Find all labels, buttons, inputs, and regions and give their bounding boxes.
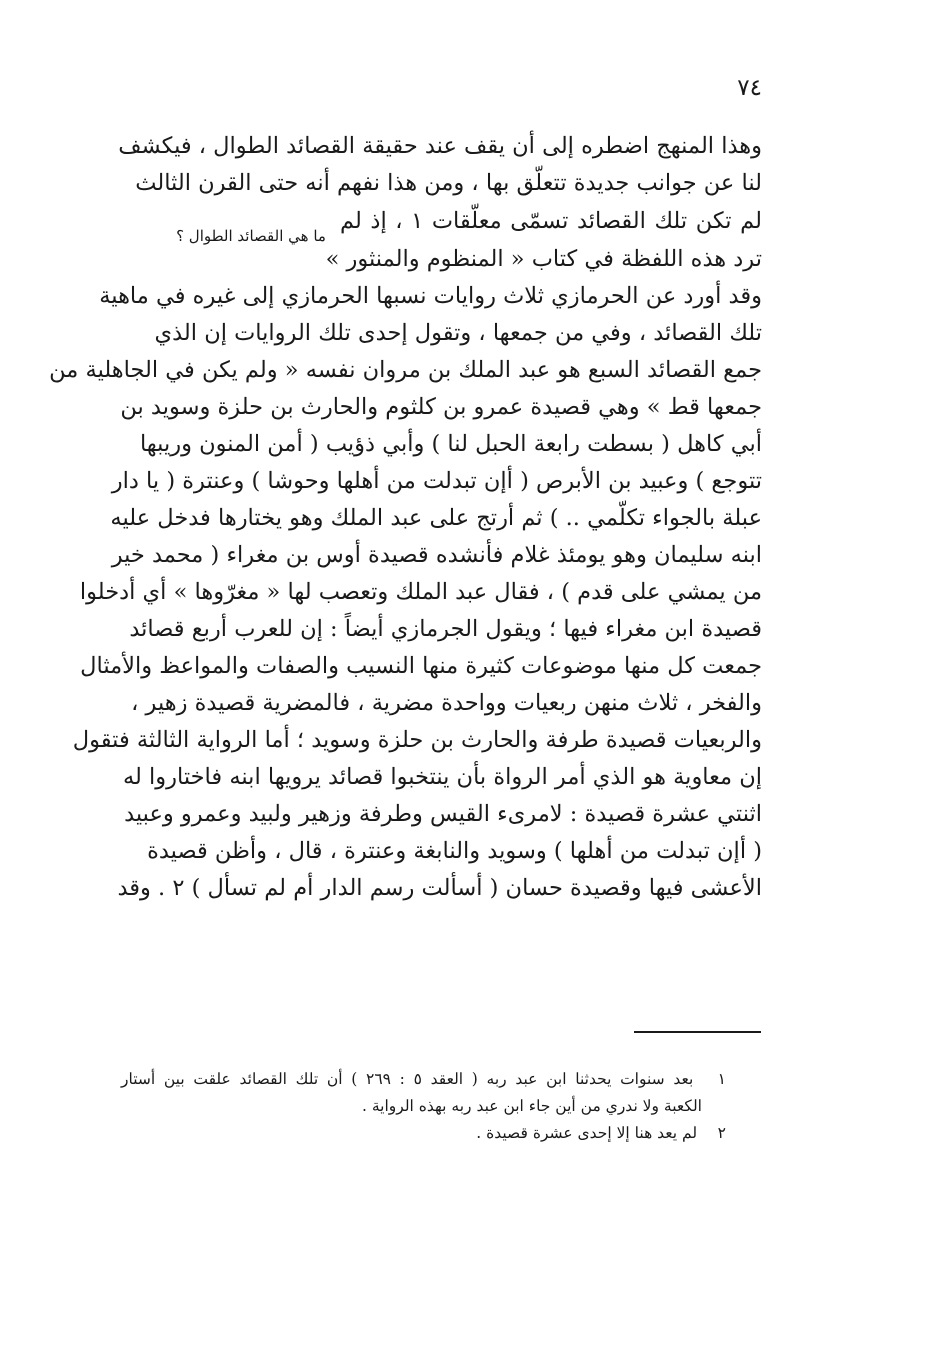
footnote-1-continuation: الكعبة ولا ندري من أين جاء ابن عبد ربه بهذه الرواية . — [362, 1097, 702, 1115]
text-line: والفخر ، ثلاث منهن ربعيات وواحدة مضرية ، فالمضرية قصيدة زهير ، — [131, 690, 762, 716]
text-line: وقد أورد عن الحرمازي ثلاث روايات نسبها الحرمازي إلى غيره في ماهية — [99, 283, 762, 309]
text-line: وهذا المنهج اضطره إلى أن يقف عند حقيقة القصائد الطوال ، فيكشف — [118, 133, 762, 159]
wrapped-lines — [325, 202, 762, 278]
footnotes — [121, 1066, 726, 1147]
text-line: جمع القصائد السبع هو عبد الملك بن مروان نفسه « ولم يكن في الجاهلية من — [49, 357, 762, 383]
text-line: قصيدة ابن مغراء فيها ؛ ويقول الجرمازي أيضاً : إن للعرب أربع قصائد — [129, 616, 762, 642]
footnote-text: بعد سنوات يحدثنا ابن عبد ربه ( العقد ٥ : ٢٦٩ ) أن تلك القصائد علقت بين أستار — [121, 1070, 694, 1088]
footnote-separator — [634, 1031, 761, 1033]
text-line: من يمشي على قدم ) ، فقال عبد الملك وتعصب لها « مغرّوها » أي أدخلوا — [79, 579, 762, 605]
footnote-number: ٢ — [717, 1124, 726, 1142]
text-line: لم تكن تلك القصائد تسمّى معلّقات ١ ، إذ لم — [340, 208, 762, 234]
page-number: ٧٤ — [737, 75, 762, 101]
text-line: ( أإن تبدلت من أهلها ) وسويد والنابغة وعنترة ، قال ، وأظن قصيدة — [147, 838, 762, 864]
text-line: جمعت كل منها موضوعات كثيرة منها النسيب والصفات والمواعظ والأمثال — [80, 653, 762, 679]
footnote-number: ١ — [717, 1070, 726, 1088]
text-line: ابنه سليمان وهو يومئذ غلام فأنشده قصيدة أوس بن مغراء ( محمد خير — [111, 542, 762, 568]
text-line: ترد هذه اللفظة في كتاب « المنظوم والمنثور » — [325, 246, 762, 272]
text-line: جمعها قط » وهي قصيدة عمرو بن كلثوم والحارث بن حلزة وسويد بن — [120, 394, 762, 420]
text-line: لنا عن جوانب جديدة تتعلّق بها ، ومن هذا نفهم أنه حتى القرن الثالث — [135, 170, 762, 196]
footnote-1 — [121, 1066, 726, 1093]
main-text — [49, 128, 762, 907]
text-line: أبي كاهل ( بسطت رابعة الحبل لنا ) وأبي ذؤيب ( أمن المنون وريبها — [139, 431, 762, 457]
text-line: تتوجع ) وعبيد بن الأبرص ( أإن تبدلت من أهلها وحوشا ) وعنترة ( يا دار — [111, 468, 762, 494]
text-line: إن معاوية هو الذي أمر الرواة بأن ينتخبوا قصائد يرويها ابنه فاختاروا له — [122, 764, 762, 790]
text-line: اثنتي عشرة قصيدة : لامرىء القيس وطرفة وزهير ولبيد وعمرو وعبيد — [124, 801, 762, 827]
wrapped-paragraph-block — [162, 202, 762, 278]
side-heading: ما هي القصائد الطوال ؟ — [176, 227, 326, 245]
text-line: الأعشى فيها وقصيدة حسان ( أسألت رسم الدار أم لم تسأل ) ٢ . وقد — [117, 875, 762, 901]
footnote-2 — [121, 1120, 726, 1147]
text-line: والربعيات قصيدة طرفة والحارث بن حلزة وسويد ؛ أما الرواية الثالثة فتقول — [72, 727, 762, 753]
text-line: عبلة بالجواء تكلّمي .. ) ثم أرتج على عبد الملك وهو يختارها فدخل عليه — [110, 505, 762, 531]
text-line: تلك القصائد ، وفي من جمعها ، وتقول إحدى تلك الروايات إن الذي — [154, 320, 762, 346]
footnote-text: لم يعد هنا إلا إحدى عشرة قصيدة . — [476, 1124, 698, 1142]
